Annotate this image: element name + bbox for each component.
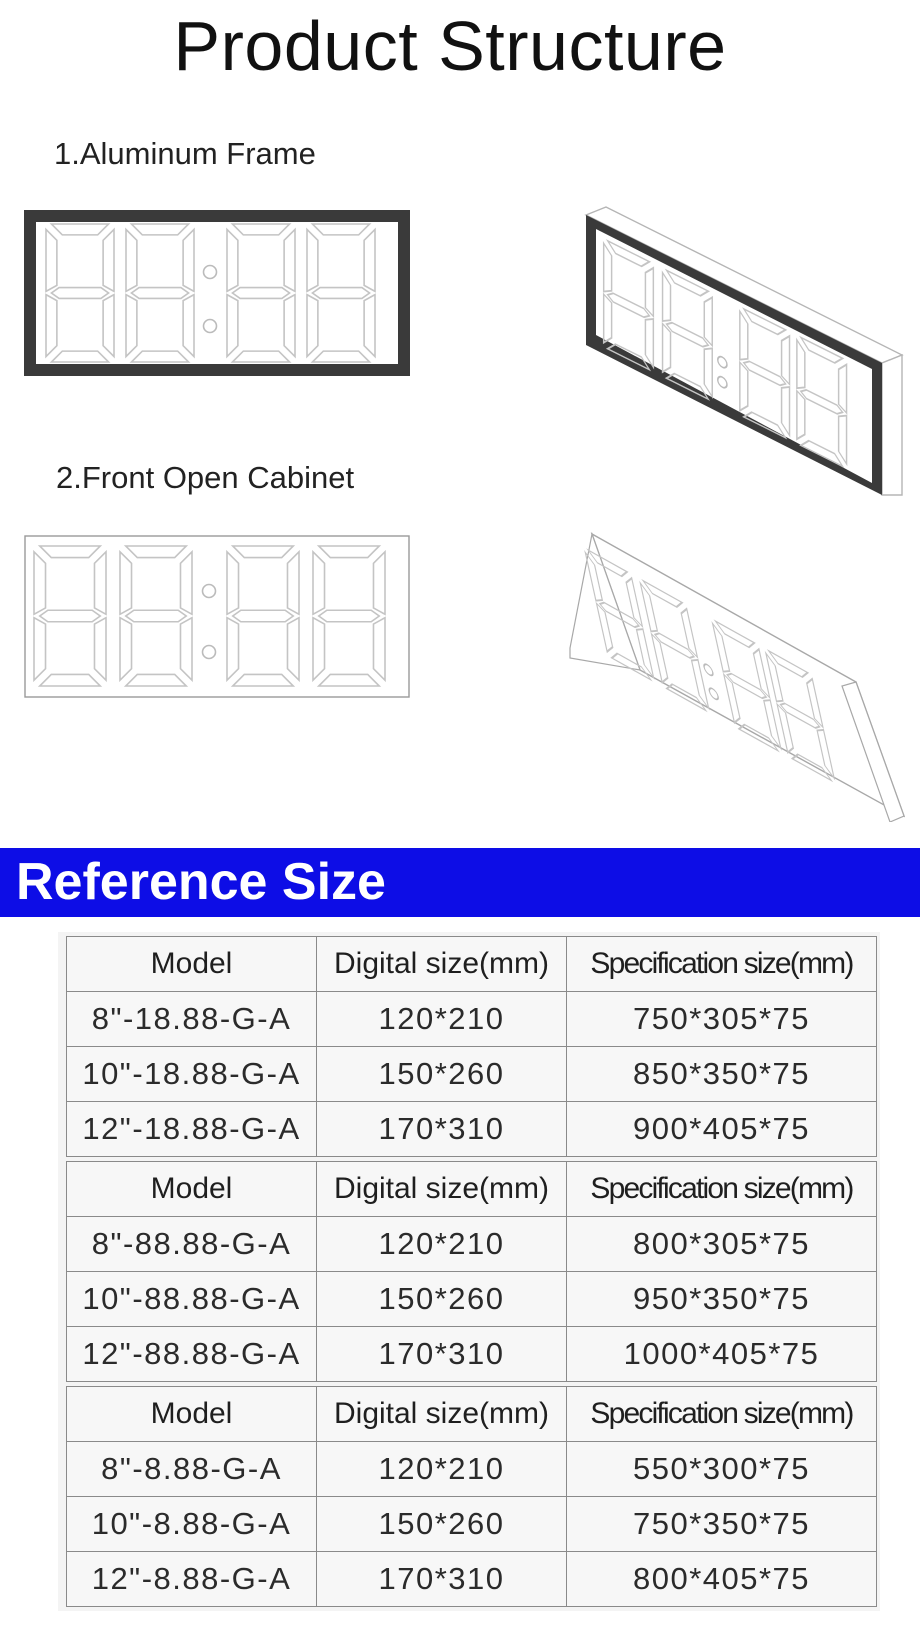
cell-model: 8"-8.88-G-A [67,1442,317,1497]
cell-model: 12"-88.88-G-A [67,1327,317,1382]
aluminum-frame-perspective-diagram [580,205,906,500]
cell-digital-size: 170*310 [317,1552,567,1607]
section-label-front-open-cabinet: 2.Front Open Cabinet [56,460,355,495]
cell-digital-size: 120*210 [317,1217,567,1272]
cell-spec-size: 750*350*75 [567,1497,877,1552]
cell-model: 10"-88.88-G-A [67,1272,317,1327]
header-cell-digital-size: Digital size(mm) [317,1387,567,1442]
table-row [67,1497,877,1552]
cell-spec-size: 800*405*75 [567,1552,877,1607]
table-header-row [67,1162,877,1217]
cell-digital-size: 150*260 [317,1272,567,1327]
reference-size-title: Reference Size [16,853,386,911]
header-cell-spec-size: Specification size(mm) [567,1162,877,1217]
section-label-aluminum-frame: 1.Aluminum Frame [54,136,316,171]
cell-spec-size: 850*350*75 [567,1047,877,1102]
table-row [67,1047,877,1102]
reference-size-banner [0,848,920,917]
spec-table [66,936,877,1607]
aluminum-frame-front-diagram [24,210,410,376]
cell-spec-size: 900*405*75 [567,1102,877,1157]
table-row [67,1217,877,1272]
table-row [67,1272,877,1327]
cell-spec-size: 750*305*75 [567,992,877,1047]
reference-size-table [58,932,880,1611]
header-cell-model: Model [67,1162,317,1217]
header-cell-model: Model [67,937,317,992]
front-open-cabinet-front-diagram [24,535,410,698]
table-row [67,1102,877,1157]
page-title: Product Structure [173,7,727,85]
cell-spec-size: 800*305*75 [567,1217,877,1272]
table-header-row [67,937,877,992]
header-cell-spec-size: Specification size(mm) [567,937,877,992]
cell-spec-size: 1000*405*75 [567,1327,877,1382]
header-cell-digital-size: Digital size(mm) [317,1162,567,1217]
table-row [67,1327,877,1382]
cell-digital-size: 170*310 [317,1327,567,1382]
header-cell-digital-size: Digital size(mm) [317,937,567,992]
header-cell-model: Model [67,1387,317,1442]
table-row [67,992,877,1047]
table-header-row [67,1387,877,1442]
cell-model: 12"-18.88-G-A [67,1102,317,1157]
cell-model: 10"-8.88-G-A [67,1497,317,1552]
cell-spec-size: 950*350*75 [567,1272,877,1327]
cell-model: 12"-8.88-G-A [67,1552,317,1607]
cell-model: 8"-88.88-G-A [67,1217,317,1272]
cell-digital-size: 170*310 [317,1102,567,1157]
table-row [67,1442,877,1497]
cell-digital-size: 120*210 [317,1442,567,1497]
cell-digital-size: 150*260 [317,1047,567,1102]
front-open-cabinet-perspective-diagram [560,530,905,822]
cell-model: 8"-18.88-G-A [67,992,317,1047]
cell-model: 10"-18.88-G-A [67,1047,317,1102]
cell-digital-size: 150*260 [317,1497,567,1552]
table-row [67,1552,877,1607]
header-cell-spec-size: Specification size(mm) [567,1387,877,1442]
cell-spec-size: 550*300*75 [567,1442,877,1497]
cell-digital-size: 120*210 [317,992,567,1047]
